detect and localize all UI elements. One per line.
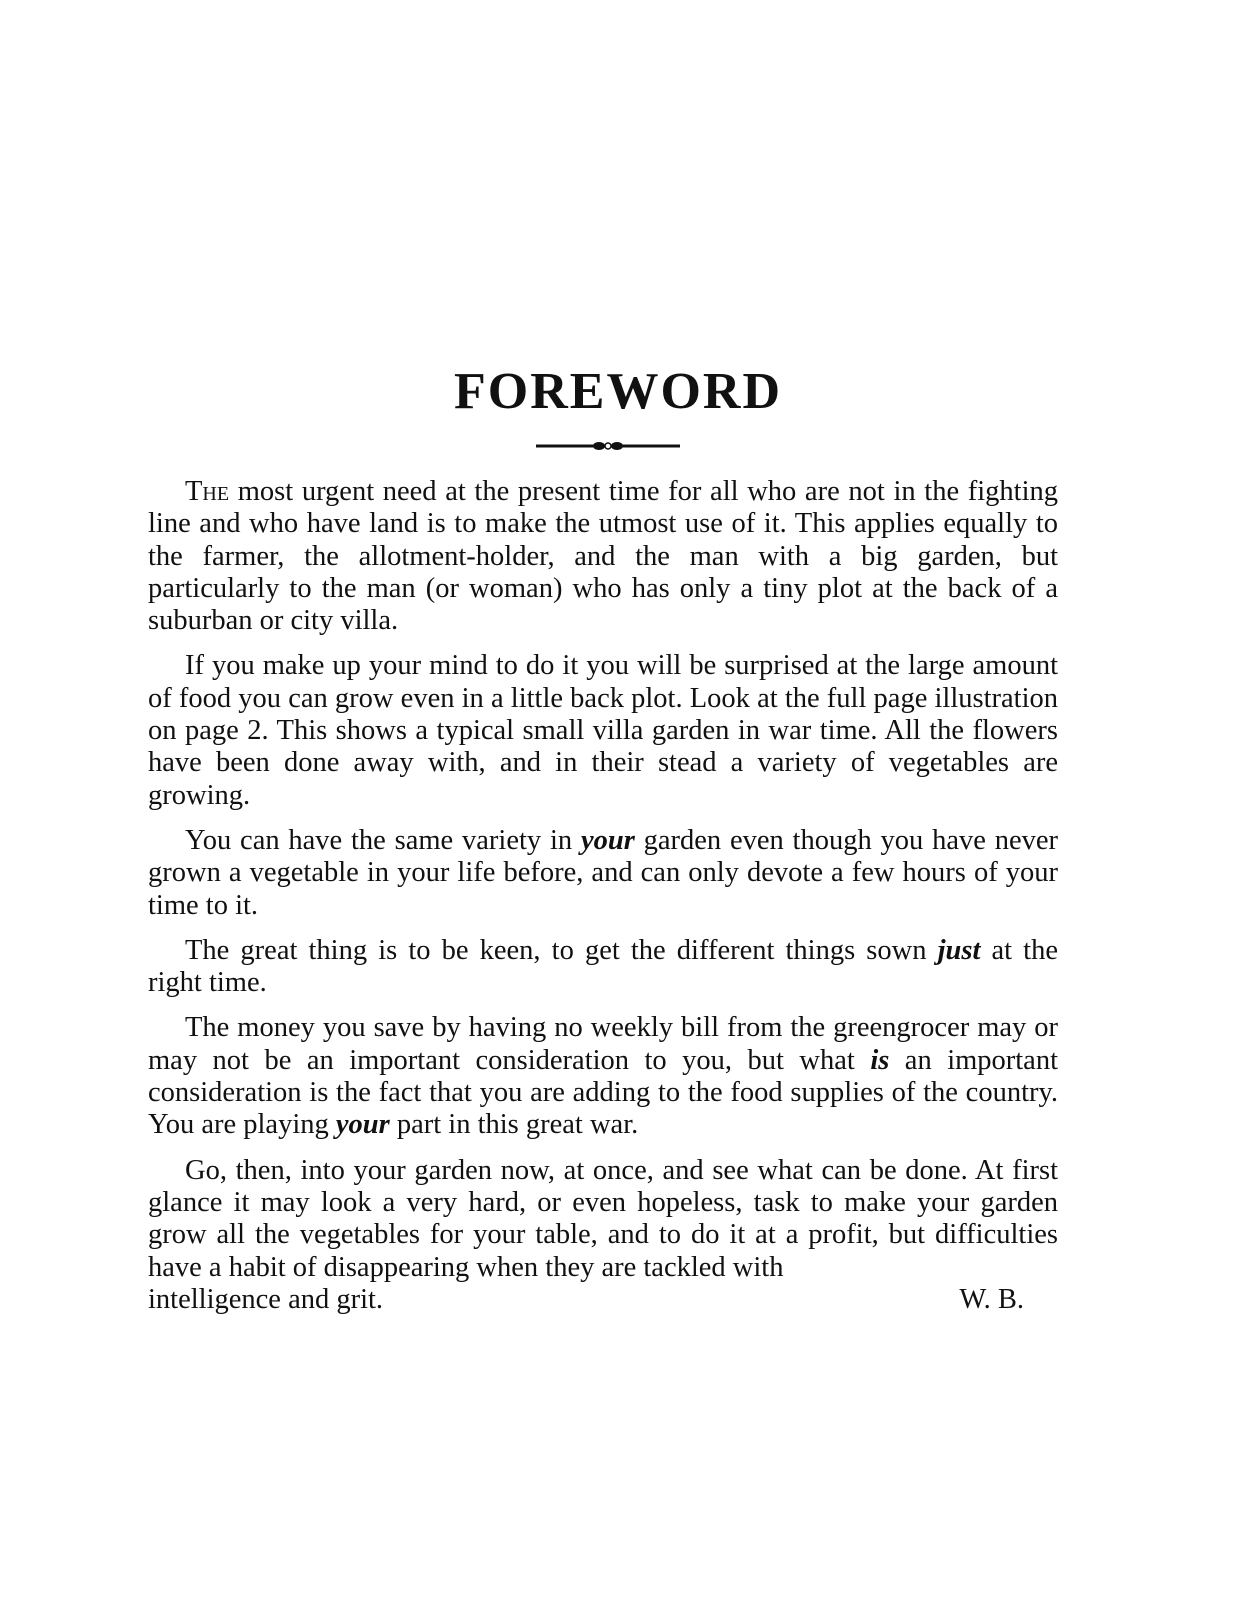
paragraph-1-text: most urgent need at the present time for all who are not in the fighting line and who have land is to make the utmost use of it. This applies equally to the farmer, the allotment-holder, and the man with a big garden, but particularly to the man (or woman) who has only a tiny plot at the back of a suburban or city villa. bbox=[148, 476, 1058, 637]
paragraph-3 bbox=[148, 825, 1058, 922]
paragraph-6-final-line: intelligence and grit. bbox=[148, 1283, 384, 1315]
foreword-body bbox=[148, 476, 1058, 1316]
paragraph-5-text-b: an important consideration is the fact that you are adding to the food supplies of the country. You are playing bbox=[148, 1044, 1059, 1141]
emphasis-is: is bbox=[870, 1044, 890, 1076]
paragraph-3-text-a: You can have the same variety in bbox=[185, 824, 581, 856]
paragraph-4 bbox=[148, 935, 1058, 1000]
page-title: FOREWORD bbox=[454, 363, 782, 420]
closing-line bbox=[148, 1284, 1058, 1316]
emphasis-your-2: your bbox=[335, 1109, 390, 1141]
title-rule-ornament bbox=[536, 439, 680, 453]
paragraph-5-text-c: part in this great war. bbox=[389, 1109, 639, 1141]
paragraph-4-text-a: The great thing is to be keen, to get the different things sown bbox=[185, 934, 938, 966]
paragraph-1-lead: The bbox=[185, 476, 230, 507]
emphasis-just: just bbox=[937, 934, 981, 966]
paragraph-2: If you make up your mind to do it you will be surprised at the large amount of food you can grow even in a little back plot. Look at the full page illustration on page 2. This shows a typical small villa garden in war time. All the flowers have been done away with, and in their stead a variety of vegetables are growing. bbox=[148, 650, 1058, 811]
paragraph-1 bbox=[148, 476, 1058, 637]
signature: W. B. bbox=[959, 1283, 1024, 1315]
emphasis-your: your bbox=[580, 824, 635, 856]
paragraph-4-text-b: at the right time. bbox=[148, 934, 1058, 999]
paragraph-5 bbox=[148, 1012, 1058, 1141]
paragraph-5-text-a: The money you save by having no weekly bill from the greengrocer may or may not be an important consideration to you, but what bbox=[148, 1012, 1058, 1076]
paragraph-3-text-b: garden even though you have never grown a vegetable in your life before, and can only devote a few hours of your time to it. bbox=[148, 824, 1058, 921]
paragraph-6: Go, then, into your garden now, at once, and see what can be done. At first glance it may look a very hard, or even hopeless, task to make your garden grow all the vegetables for your table, and to do it at a profit, but difficulties have a habit of disappearing when they are tackled with bbox=[148, 1154, 1058, 1283]
